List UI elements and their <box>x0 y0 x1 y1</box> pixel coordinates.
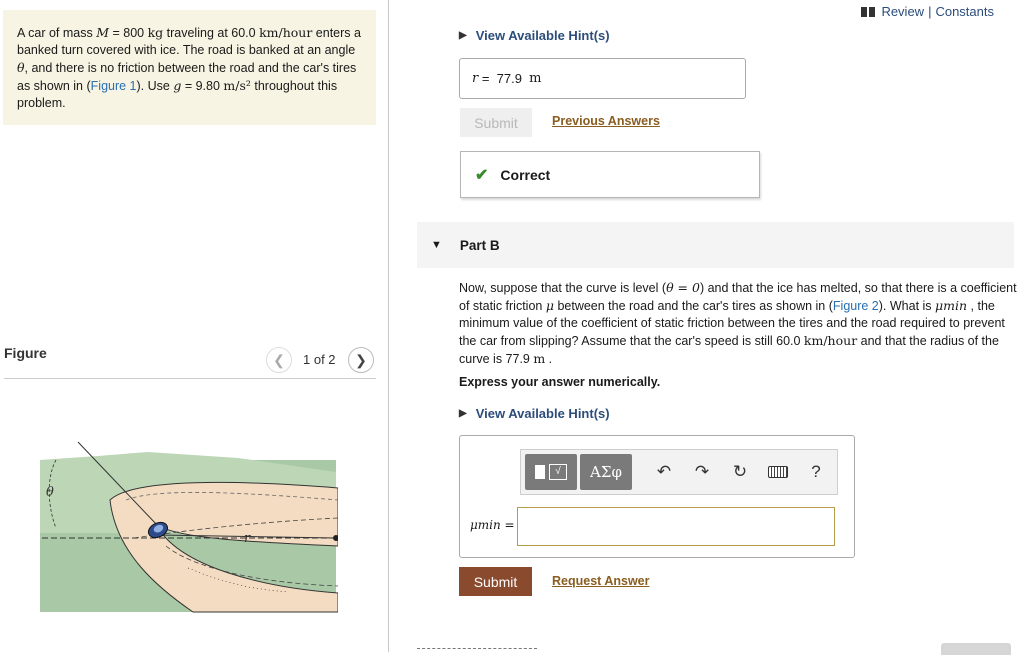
keyboard-icon <box>768 466 788 478</box>
mu-min-label: μmin = <box>470 518 515 532</box>
figure-1-link[interactable]: Figure 1 <box>90 79 137 93</box>
theta-label: θ <box>46 485 54 500</box>
part-b-answer-panel <box>459 435 855 558</box>
chevron-left-icon: ❮ <box>273 351 285 368</box>
caret-right-icon: ▶ <box>459 408 467 419</box>
greek-symbols-button[interactable]: ΑΣφ <box>580 454 632 490</box>
figure-title: Figure <box>4 345 47 361</box>
part-b-submit-button[interactable]: Submit <box>459 567 532 596</box>
constants-link[interactable]: Constants <box>935 4 994 19</box>
part-a-submit-button[interactable]: Submit <box>460 108 532 137</box>
undo-icon: ↶ <box>656 462 672 481</box>
provide-feedback-link-cut[interactable] <box>417 648 537 650</box>
help-button[interactable] <box>800 456 832 488</box>
redo-icon: ↷ <box>694 462 710 481</box>
figure-divider <box>4 378 376 379</box>
previous-answers-link[interactable]: Previous Answers <box>552 114 660 128</box>
part-b-question: Now, suppose that the curve is level (θ = 0) and that the ice has melted, so that there is a coefficient of static friction μ between the road and the car's tires as shown in (Figure 2). What is μmin , the minimum value of the coefficient of static friction between the tires and the road required to prevent the car from slipping? Assume that the car's speed is still 60.0 km/hour and that the radius of the curve is 77.9 m . <box>459 280 1017 366</box>
chevron-right-icon: ❯ <box>355 351 367 368</box>
templates-button[interactable] <box>525 454 577 490</box>
problem-statement: A car of mass M = 800 kg traveling at 60.0 km/hour enters a banked turn covered with ice. The road is banked at an angle θ, and there is no friction between the road and the car's tires as shown in (Figure 1). Use g = 9.80 m/s² throughout this problem. <box>3 10 376 125</box>
radius-label: r <box>244 531 251 546</box>
math-toolbar <box>520 449 838 495</box>
reset-button[interactable] <box>724 456 756 488</box>
redo-button[interactable] <box>686 456 718 488</box>
checkmark-icon: ✔ <box>475 166 489 184</box>
review-link[interactable]: Review <box>881 4 925 19</box>
figure-pager-count: 1 of 2 <box>303 352 336 367</box>
caret-down-icon: ▼ <box>431 239 442 251</box>
figure-prev-button[interactable] <box>266 347 292 373</box>
request-answer-link[interactable]: Request Answer <box>552 574 650 588</box>
figure-2-link[interactable]: Figure 2 <box>832 299 879 313</box>
part-a-answer-display: r = 77.9 m <box>459 58 746 99</box>
part-b-hints-toggle[interactable]: ▶ View Available Hint(s) <box>459 406 610 421</box>
banked-curve-figure <box>38 438 338 618</box>
review-constants-links: Review | Constants <box>861 4 994 19</box>
figure-next-button[interactable] <box>348 347 374 373</box>
caret-right-icon: ▶ <box>459 30 467 41</box>
reset-icon: ↻ <box>732 462 748 481</box>
part-a-hints-toggle[interactable]: ▶ View Available Hint(s) <box>459 28 610 43</box>
undo-button[interactable] <box>648 456 680 488</box>
fraction-root-template-icon: √ <box>535 464 567 480</box>
column-divider <box>388 0 389 652</box>
answer-instructions: Express your answer numerically. <box>459 375 661 389</box>
correct-feedback: ✔ Correct <box>460 151 760 198</box>
book-icon <box>861 7 875 17</box>
part-b-header[interactable]: ▼ Part B <box>417 222 1014 268</box>
mu-min-input[interactable] <box>517 507 835 546</box>
keyboard-button[interactable] <box>762 456 794 488</box>
next-button-cut[interactable] <box>941 643 1011 655</box>
question-icon: ? <box>811 462 821 481</box>
